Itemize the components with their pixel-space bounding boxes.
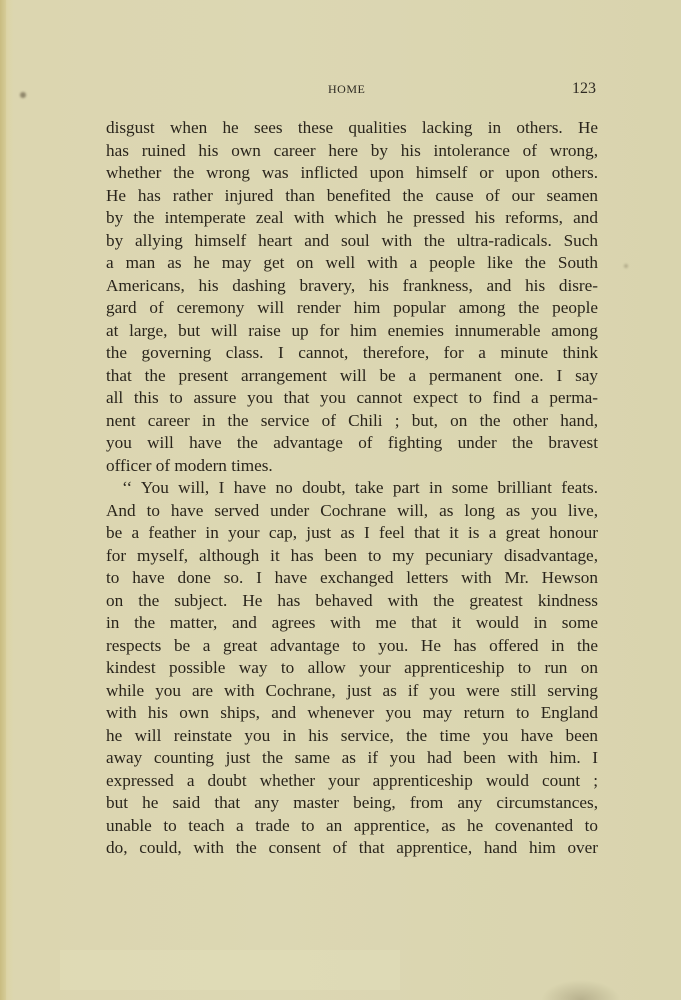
text-line: unable to teach a trade to an apprentice, as he covenanted to: [106, 815, 598, 835]
text-line: has ruined his own career here by his intolerance of wrong,: [106, 140, 598, 160]
text-line: officer of modern times.: [106, 455, 273, 475]
scan-shadow: [541, 980, 621, 1000]
text-line: that the present arrangement will be a permanent one. I say: [106, 365, 598, 385]
text-line: respects be a great advantage to you. He has offered in the: [106, 635, 598, 655]
text-line: with his own ships, and whenever you may return to England: [106, 703, 598, 722]
text-line: He has rather injured than benefited the cause of our seamen: [106, 185, 598, 205]
paragraph: [106, 117, 598, 477]
page-header: [0, 80, 681, 100]
text-line: nent career in the service of Chili ; but, on the other hand,: [106, 410, 598, 430]
text-line: while you are with Cochrane, just as if you were still serving: [106, 680, 598, 700]
paragraph: [106, 477, 598, 860]
page-binding-edge: [0, 0, 6, 1000]
running-head: HOME: [328, 82, 366, 96]
text-line: but he said that any master being, from any circumstances,: [106, 793, 598, 812]
text-line: he will reinstate you in his service, the time you have been: [106, 725, 598, 745]
paper-stain: [60, 950, 400, 990]
ink-speck: [624, 264, 628, 268]
text-line: to have done so. I have exchanged letters with Mr. Hewson: [106, 568, 598, 587]
text-line: Americans, his dashing bravery, his frankness, and his disre-: [106, 275, 598, 295]
text-line: a man as he may get on well with a people like the South: [106, 253, 598, 272]
page-number: 123: [572, 80, 596, 97]
text-line: ‘‘ You will, I have no doubt, take part in some brilliant feats.: [122, 478, 598, 497]
text-line: at large, but will raise up for him enemies innumerable among: [106, 320, 598, 340]
text-line: all this to assure you that you cannot expect to find a perma-: [106, 388, 598, 407]
text-line: by allying himself heart and soul with the ultra-radicals. Such: [106, 230, 598, 250]
text-line: the governing class. I cannot, therefore, for a minute think: [106, 343, 598, 362]
text-line: on the subject. He has behaved with the greatest kindness: [106, 590, 598, 610]
text-line: disgust when he sees these qualities lacking in others. He: [106, 118, 598, 137]
text-line: you will have the advantage of fighting under the bravest: [106, 433, 598, 452]
text-line: expressed a doubt whether your apprenticeship would count ;: [106, 770, 598, 790]
text-line: for myself, although it has been to my pecuniary disadvantage,: [106, 545, 598, 565]
text-line: gard of ceremony will render him popular among the people: [106, 298, 598, 317]
text-line: whether the wrong was inflicted upon himself or upon others.: [106, 163, 598, 182]
text-line: do, could, with the consent of that apprentice, hand him over: [106, 838, 598, 857]
text-line: kindest possible way to allow your apprenticeship to run on: [106, 658, 598, 677]
body-text: [106, 117, 598, 860]
text-line: in the matter, and agrees with me that it would in some: [106, 613, 598, 632]
text-line: away counting just the same as if you had been with him. I: [106, 748, 598, 767]
text-line: by the intemperate zeal with which he pressed his reforms, and: [106, 208, 598, 227]
text-line: be a feather in your cap, just as I feel that it is a great honour: [106, 523, 598, 542]
text-line: And to have served under Cochrane will, as long as you live,: [106, 500, 598, 520]
